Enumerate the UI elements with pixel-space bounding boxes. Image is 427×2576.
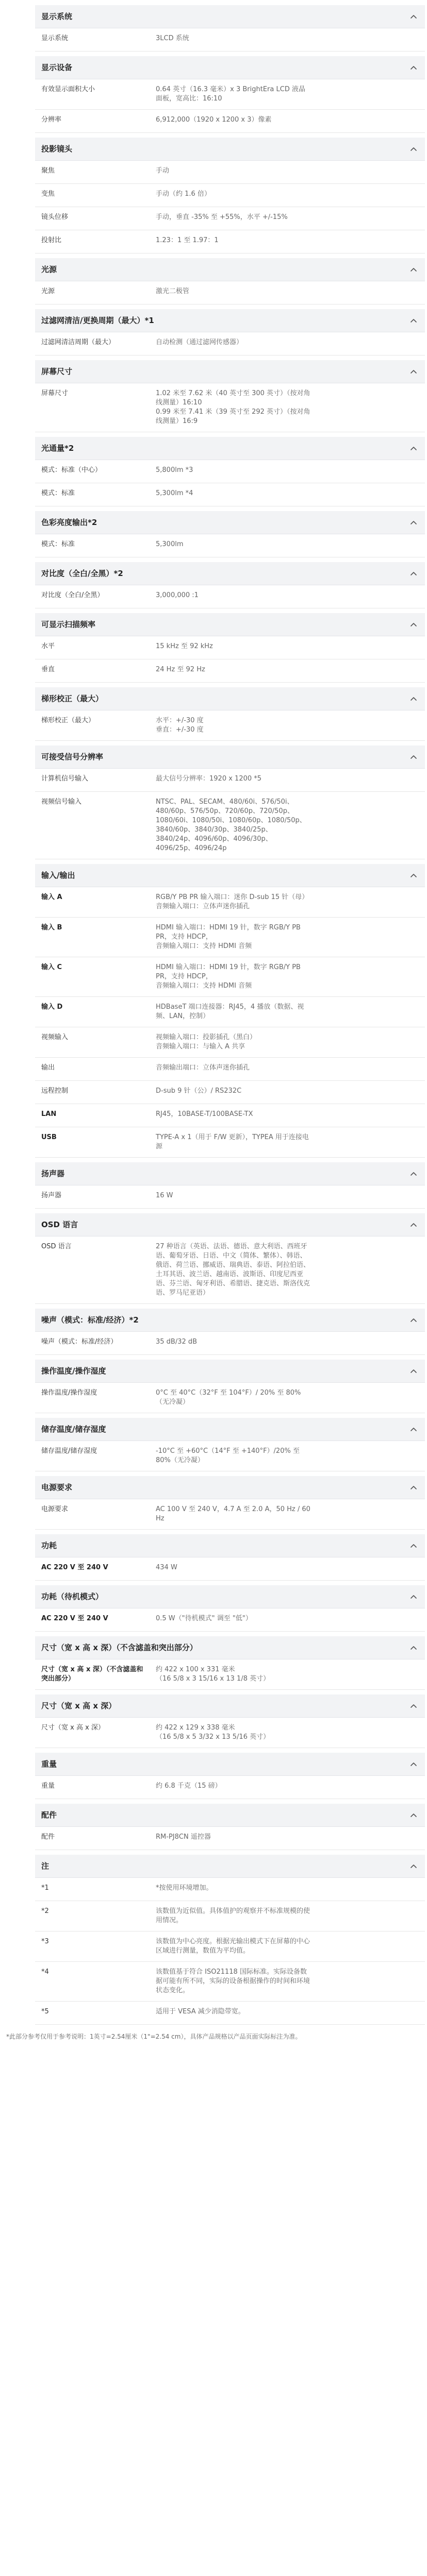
spec-label: 输入 D [41,1003,63,1011]
spec-row [35,383,425,432]
spec-value-line: D-sub 9 针（公）/ RS232C [156,1087,242,1095]
spec-section [35,1360,425,1413]
spec-label: 过滤网清洁周期（最大） [41,338,116,346]
spec-value-line: NTSC、PAL、SECAM、480/60i、576/50i、480/60p、576/50p、720/60p、720/50p、1080/60i、1080/50i、1080/60p、1080/50p、3840/60p、3840/30p、3840/25p、3840/24p、4096/60p、4096/30p、4096/25p、4096/24p [156,798,306,852]
spec-row [35,1027,425,1058]
section-title: 光源 [41,265,57,274]
spec-row [35,1608,425,1632]
chevron-up-icon[interactable] [408,1759,419,1769]
spec-section [35,56,425,133]
spec-label: 显示系统 [41,35,69,42]
spec-value-line: 6,912,000（1920 x 1200 x 3）像素 [156,116,272,124]
spec-value [156,1665,310,1684]
spec-row [35,1185,425,1209]
spec-value [156,1505,310,1523]
chevron-up-icon[interactable] [408,619,419,630]
spec-value-line: 1.02 米至 7.62 米（40 英寸至 300 英寸）（按对角线测量）16:10 [156,389,310,406]
section-header[interactable] [35,687,425,710]
section-title: 扬声器 [41,1169,65,1178]
chevron-up-icon[interactable] [408,366,419,377]
spec-value [156,1087,310,1096]
section-title: 噪声（模式：标准/经济）*2 [41,1315,139,1325]
spec-value-line: 最大信号分辨率：1920 x 1200 *5 [156,775,262,783]
section-header[interactable] [35,360,425,383]
spec-label: 输入 A [41,893,62,901]
section-title: 操作温度/操作湿度 [41,1366,106,1376]
chevron-up-icon[interactable] [408,1219,419,1230]
spec-value [156,642,310,651]
spec-label: *4 [41,1968,49,1976]
chevron-up-icon[interactable] [408,1591,419,1602]
spec-row [35,1878,425,1901]
spec-label: 储存温度/储存湿度 [41,1447,97,1455]
spec-value [156,1388,310,1407]
spec-label: 视频信号输入 [41,798,82,806]
spec-value-line: 3LCD 系统 [156,35,189,42]
spec-row [35,659,425,683]
spec-value-line: 手动（约 1.6 倍） [156,190,211,198]
spec-row [35,957,425,997]
section-header[interactable] [35,56,425,79]
spec-row [35,1557,425,1581]
spec-label: LAN [41,1110,57,1118]
section-title: 显示设备 [41,63,73,72]
spec-value [156,893,310,911]
spec-value [156,190,310,199]
spec-value [156,1033,310,1052]
chevron-up-icon[interactable] [408,1168,419,1179]
spec-row [35,332,425,355]
spec-label: 垂直 [41,666,55,673]
section-header[interactable] [35,1309,425,1332]
spec-row [35,1776,425,1799]
spec-value-line: 24 Hz 至 92 Hz [156,666,205,673]
spec-value-line: 手动 [156,167,170,175]
spec-value [156,1110,310,1119]
chevron-up-icon[interactable] [408,1642,419,1653]
section-header[interactable] [35,1360,425,1383]
spec-section [35,5,425,52]
section-title: 色彩亮度输出*2 [41,518,97,527]
spec-row [35,184,425,207]
section-header[interactable] [35,258,425,281]
section-header[interactable] [35,1804,425,1827]
spec-label: AC 220 V 至 240 V [41,1564,108,1571]
chevron-up-icon[interactable] [408,752,419,762]
spec-value [156,489,310,498]
spec-label: *3 [41,1938,49,1945]
spec-value-line: 该数值基于符合 ISO21118 国际标准。实际设备数据可能有所不同，实际的设备根据操作的时间和环境状态变化。 [156,1968,310,1994]
spec-label: 模式：标准 [41,540,75,548]
spec-label: 重量 [41,1782,55,1790]
section-title: 输入/输出 [41,871,75,880]
spec-row [35,1383,425,1413]
spec-row [35,1962,425,2002]
chevron-up-icon[interactable] [408,62,419,73]
section-title: 对比度（全白/全黑）*2 [41,569,123,578]
spec-row [35,281,425,304]
spec-row [35,1931,425,1962]
spec-row [35,585,425,608]
spec-value [156,213,310,222]
spec-label: AC 220 V 至 240 V [41,1615,108,1622]
spec-row [35,28,425,52]
section-header[interactable] [35,437,425,460]
spec-label: *2 [41,1907,49,1915]
spec-section [35,511,425,557]
chevron-up-icon[interactable] [408,1701,419,1711]
spec-label: 模式：标准（中心） [41,466,102,474]
spec-value-line: 自动检测（通过滤网传感器） [156,338,243,346]
section-header[interactable] [35,613,425,636]
spec-value-line: 约 422 x 100 x 331 毫米 [156,1666,235,1673]
spec-value-line: 水平：+/-30 度 [156,717,204,724]
spec-row [35,1058,425,1081]
spec-section [35,687,425,741]
spec-value [156,923,310,951]
spec-value [156,236,310,245]
spec-value-line: 1.23：1 至 1.97：1 [156,236,219,244]
spec-value-line: 垂直：+/-30 度 [156,726,204,734]
section-title: 光通量*2 [41,444,74,453]
spec-value [156,34,310,43]
spec-section [35,1804,425,1850]
spec-value [156,540,310,549]
spec-value-line: -10°C 至 +60°C（14°F 至 +140°F）/20% 至 80%（无冷凝） [156,1447,300,1464]
section-header[interactable] [35,1476,425,1499]
spec-value-line: 0.64 英寸（16.3 毫米）x 3 BrightEra LCD 液晶面板，宽高比：16:10 [156,86,305,103]
spec-label: 电源要求 [41,1505,69,1513]
spec-label: 投射比 [41,236,62,244]
chevron-up-icon[interactable] [408,443,419,453]
spec-row [35,534,425,557]
spec-value-line: 适用于 VESA 减少消隐带宽。 [156,2008,245,2015]
spec-value [156,1191,310,1200]
section-header[interactable] [35,864,425,887]
spec-value [156,389,310,426]
section-title: 重量 [41,1759,57,1769]
spec-value [156,1337,310,1347]
spec-section [35,1309,425,1355]
spec-row [35,110,425,133]
spec-section [35,1476,425,1530]
spec-value-line: 激光二极管 [156,287,190,295]
spec-value-line: 27 种语言（英语、法语、德语、意大利语、西班牙语、葡萄牙语、日语、中文（简体、繁体）、韩语、俄语、荷兰语、挪威语、瑞典语、泰语、阿拉伯语、土耳其语、波兰语、越南语、波斯语、印度尼西亚语、芬兰语、匈牙利语、希腊语、捷克语、斯洛伐克语、罗马尼亚语） [156,1243,310,1297]
spec-value [156,665,310,674]
spec-section [35,309,425,355]
spec-label: 配件 [41,1833,55,1841]
spec-value [156,1937,310,1956]
chevron-up-icon[interactable] [408,1366,419,1376]
spec-value-line: RJ45，10BASE-T/100BASE-TX [156,1110,253,1118]
spec-row [35,1127,425,1158]
spec-value-line: AC 100 V 至 240 V，4.7 A 至 2.0 A，50 Hz / 60 Hz [156,1505,310,1522]
spec-value-line: 音频输入端口：支持 HDMI 音频 [156,942,252,950]
spec-section [35,258,425,304]
section-header[interactable] [35,138,425,161]
spec-label: 尺寸（宽 x 高 x 深）（不含滤盖和突出部分） [41,1666,143,1683]
spec-section [35,1694,425,1748]
spec-value [156,1063,310,1073]
spec-label: 有效显示面积大小 [41,86,95,93]
spec-row [35,636,425,659]
spec-label: 镜头位移 [41,213,69,221]
spec-row [35,230,425,253]
spec-value-line: 35 dB/32 dB [156,1338,198,1346]
spec-label: 梯形校正（最大） [41,717,95,724]
spec-label: *5 [41,2008,49,2015]
spec-row [35,79,425,110]
spec-row [35,460,425,483]
spec-value [156,591,310,600]
spec-label: 光源 [41,287,55,295]
chevron-up-icon[interactable] [408,1861,419,1871]
spec-value-line: 5,300lm *4 [156,489,193,497]
spec-label: *1 [41,1884,49,1892]
section-header[interactable] [35,745,425,769]
spec-value-line: 音频输入端口：立体声迷你插孔 [156,903,250,910]
spec-value-line: HDBaseT 端口连接器：RJ45，4 播放（数据、视频、LAN，控制） [156,1003,304,1020]
spec-row [35,1332,425,1355]
spec-value [156,2007,310,2016]
chevron-up-icon[interactable] [408,1540,419,1551]
section-title: 功耗（待机模式） [41,1592,104,1601]
chevron-up-icon[interactable] [408,1482,419,1493]
spec-value-line: TYPE-A x 1（用于 F/W 更新），TYPEA 用于连接电源 [156,1133,309,1150]
spec-value-line: 16 W [156,1192,173,1199]
spec-value [156,774,310,784]
section-header[interactable] [35,1418,425,1441]
spec-value [156,85,310,104]
spec-value-line: （16 5/8 x 5 3/32 x 13 5/16 英寸） [156,1733,270,1741]
spec-row [35,792,425,859]
spec-value-line: HDMI 输入端口：HDMI 19 针，数字 RGB/Y PB PR，支持 HDCP， [156,963,301,980]
spec-section [35,1162,425,1209]
section-header[interactable] [35,1585,425,1608]
spec-value-line: 视频输入端口：投影插孔（黑白） [156,1033,257,1041]
section-title: 配件 [41,1810,57,1820]
spec-value-line: RM-PJ8CN 遥控器 [156,1833,211,1841]
spec-label: 尺寸（宽 x 高 x 深） [41,1724,105,1732]
spec-section [35,1585,425,1632]
section-title: 功耗 [41,1541,57,1550]
spec-value [156,1833,310,1842]
spec-value [156,1884,310,1893]
spec-label: 变焦 [41,190,55,198]
spec-value [156,1133,310,1151]
spec-value [156,1782,310,1791]
section-header[interactable] [35,1213,425,1236]
spec-row [35,1104,425,1127]
spec-value-line: （16 5/8 x 3 15/16 x 13 1/8 英寸） [156,1675,270,1683]
spec-row [35,1718,425,1748]
spec-section [35,437,425,506]
spec-label: 视频输入 [41,1033,69,1041]
spec-value-line: 音频输入端口：与输入 A 共享 [156,1043,245,1050]
chevron-up-icon[interactable] [408,315,419,326]
chevron-up-icon[interactable] [408,693,419,704]
spec-value-line: 约 6.8 千克（15 磅） [156,1782,222,1790]
section-title: 梯形校正（最大） [41,694,104,703]
spec-table [35,0,425,2025]
section-header[interactable] [35,1162,425,1185]
spec-label: 输入 C [41,963,62,971]
spec-label: 分辨率 [41,116,62,124]
section-title: 注 [41,1861,50,1871]
spec-section [35,613,425,683]
spec-value-line: 0.99 米至 7.41 米（39 英寸至 292 英寸）（按对角线测量）16:9 [156,408,310,425]
section-title: 显示系统 [41,12,73,21]
chevron-up-icon[interactable] [408,870,419,880]
spec-value-line: 5,800lm *3 [156,466,193,474]
spec-value [156,716,310,735]
spec-value-line: 15 kHz 至 92 kHz [156,642,213,650]
spec-section [35,138,425,253]
spec-row [35,1499,425,1530]
section-title: 投影镜头 [41,144,73,154]
chevron-up-icon[interactable] [408,264,419,275]
spec-value-line: 0.5 W（"待机模式" 调至 "低"） [156,1615,252,1622]
spec-row [35,1901,425,1931]
spec-label: 对比度（全白/全黑） [41,591,104,599]
spec-value-line: 该数值为近似值。具体值护的观察并不标准规模的使用情况。 [156,1907,310,1924]
section-header[interactable] [35,1534,425,1557]
spec-section [35,864,425,1158]
spec-section [35,1418,425,1471]
spec-label: 输入 B [41,924,62,931]
spec-label: OSD 语言 [41,1243,72,1250]
spec-label: 操作温度/操作湿度 [41,1389,97,1397]
chevron-up-icon[interactable] [408,11,419,22]
spec-value-line: HDMI 输入端口：HDMI 19 针，数字 RGB/Y PB PR，支持 HDCP， [156,924,301,941]
spec-section [35,1753,425,1799]
spec-value [156,1614,310,1623]
section-title: 储存温度/储存湿度 [41,1425,106,1434]
spec-row [35,2002,425,2025]
spec-section [35,1855,425,2025]
spec-value [156,287,310,296]
spec-row [35,161,425,184]
spec-section [35,1534,425,1581]
spec-section [35,562,425,608]
spec-value [156,1968,310,1995]
spec-row [35,710,425,741]
spec-label: 聚焦 [41,167,55,175]
spec-value [156,798,310,853]
spec-row [35,887,425,918]
spec-value-line: 手动，垂直 -35% 至 +55%，水平 +/-15% [156,213,288,221]
section-header[interactable] [35,511,425,534]
spec-label: 模式：标准 [41,489,75,497]
spec-value-line: 音频输入端口：支持 HDMI 音频 [156,982,252,990]
spec-row [35,1441,425,1471]
spec-value-line: 该数值为中心亮度。根据光输出模式下在屏幕的中心区域进行测量，数值为平均值。 [156,1938,310,1955]
spec-label: USB [41,1133,57,1141]
section-header[interactable] [35,1855,425,1878]
spec-section [35,1636,425,1690]
section-header[interactable] [35,309,425,332]
spec-value-line: 3,000,000 :1 [156,591,199,599]
spec-value [156,466,310,475]
section-header[interactable] [35,1636,425,1659]
spec-row [35,1827,425,1850]
spec-value-line: *按使用环境增加。 [156,1884,213,1892]
spec-row [35,997,425,1027]
spec-value [156,1723,310,1742]
section-title: 可接受信号分辨率 [41,752,104,761]
section-title: 可显示扫描频率 [41,620,96,629]
spec-value [156,115,310,125]
chevron-up-icon[interactable] [408,568,419,579]
spec-row [35,918,425,957]
spec-label: 噪声（模式：标准/经济） [41,1338,118,1346]
spec-row [35,207,425,230]
spec-label: 远程控制 [41,1087,69,1095]
spec-value-line: 约 422 x 129 x 338 毫米 [156,1724,235,1732]
section-header[interactable] [35,1753,425,1776]
spec-label: 计算机信号输入 [41,775,89,783]
spec-label: 屏幕尺寸 [41,389,69,397]
spec-value [156,1907,310,1925]
footer-note: *此部分参考仅用于参考说明：1英寸=2.54厘米（1"=2.54 cm），具体产品规格以产品页面实际标注为准。 [6,2033,302,2040]
spec-value-line: 音频输出端口：立体声迷你插孔 [156,1064,250,1072]
section-header[interactable] [35,562,425,585]
spec-row [35,769,425,792]
chevron-up-icon[interactable] [408,1424,419,1434]
spec-row [35,1659,425,1690]
section-title: OSD 语言 [41,1220,78,1229]
spec-value-line: RGB/Y PB PR 输入端口：迷你 D-sub 15 针（母） [156,893,309,901]
chevron-up-icon[interactable] [408,1810,419,1820]
spec-label: 扬声器 [41,1192,62,1199]
spec-value [156,963,310,991]
spec-section [35,360,425,432]
section-header[interactable] [35,5,425,28]
spec-label: 水平 [41,642,55,650]
spec-value [156,1003,310,1021]
spec-value [156,166,310,176]
section-title: 过滤网清洁/更换周期（最大）*1 [41,316,154,325]
section-title: 屏幕尺寸 [41,367,73,376]
spec-value [156,1563,310,1572]
spec-value-line: 5,300lm [156,540,184,548]
spec-label: 输出 [41,1064,55,1072]
spec-row [35,1236,425,1304]
spec-value-line: 434 W [156,1564,177,1571]
spec-row [35,1081,425,1104]
chevron-up-icon[interactable] [408,144,419,154]
spec-section [35,1213,425,1304]
section-title: 电源要求 [41,1483,73,1492]
section-header[interactable] [35,1694,425,1718]
spec-value [156,338,310,347]
section-title: 尺寸（宽 x 高 x 深） [41,1701,117,1710]
section-title: 尺寸（宽 x 高 x 深）（不含滤盖和突出部分） [41,1643,198,1652]
spec-value-line: 0°C 至 40°C（32°F 至 104°F）/ 20% 至 80%（无冷凝） [156,1389,301,1406]
spec-value [156,1447,310,1465]
chevron-up-icon[interactable] [408,1315,419,1325]
spec-section [35,745,425,859]
chevron-up-icon[interactable] [408,517,419,528]
spec-value [156,1242,310,1298]
spec-row [35,483,425,506]
